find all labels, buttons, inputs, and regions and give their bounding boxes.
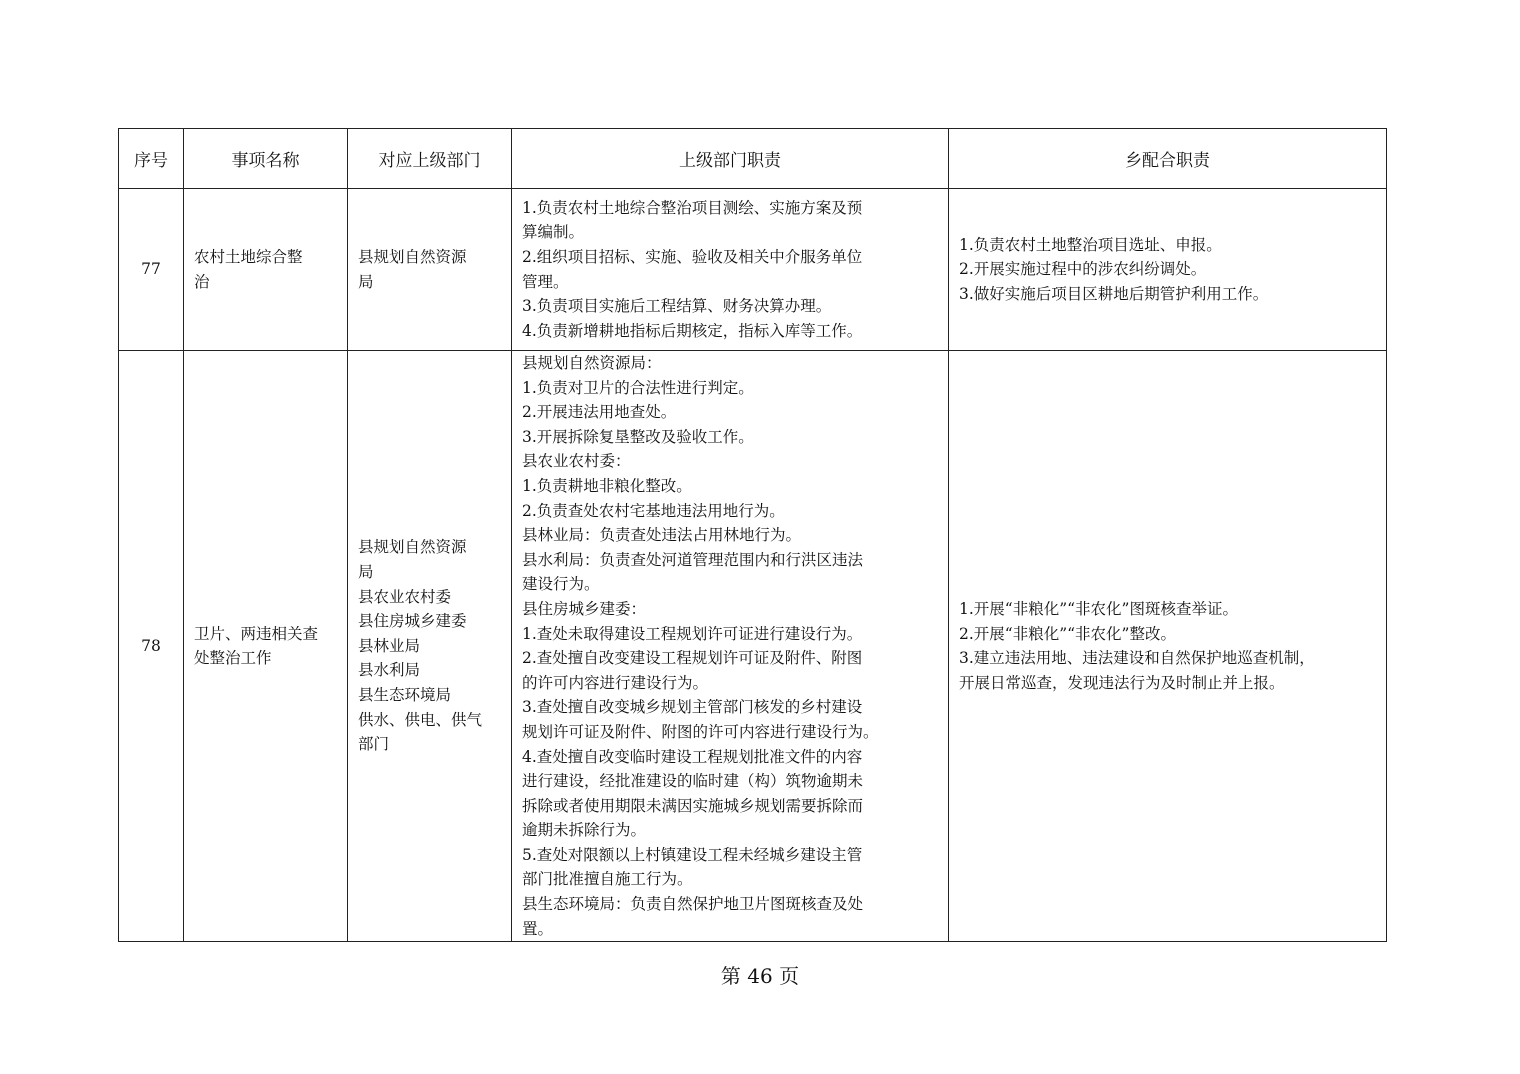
duty-line: 3.建立违法用地、违法建设和自然保护地巡查机制， bbox=[959, 649, 1315, 668]
duty-line: 1.开展“非粮化”“非农化”图斑核查举证。 bbox=[959, 599, 1238, 618]
duty-line: 2.开展违法用地查处。 bbox=[522, 403, 677, 422]
duties-table bbox=[118, 128, 1387, 942]
serial-number-cell: 77 bbox=[119, 189, 184, 351]
department-line: 县规划自然资源 bbox=[358, 538, 467, 557]
duty-line: 2.组织项目招标、实施、验收及相关中介服务单位 bbox=[522, 247, 863, 266]
item-name-line: 农村土地综合整 bbox=[194, 247, 303, 266]
duty-line: 县生态环境局：负责自然保护地卫片图斑核查及处 bbox=[522, 895, 864, 914]
duty-line: 3.负责项目实施后工程结算、财务决算办理。 bbox=[522, 297, 832, 316]
duty-line: 规划许可证及附件、附图的许可内容进行建设行为。 bbox=[522, 722, 879, 741]
duty-line: 2.负责查处农村宅基地违法用地行为。 bbox=[522, 501, 785, 520]
duty-line: 1.负责对卫片的合法性进行判定。 bbox=[522, 378, 754, 397]
header-township-duties: 乡配合职责 bbox=[949, 129, 1387, 189]
duty-line: 1.负责农村土地整治项目选址、申报。 bbox=[959, 235, 1222, 254]
duty-line: 3.做好实施后项目区耕地后期管护利用工作。 bbox=[959, 284, 1269, 303]
item-name-line: 卫片、两违相关查 bbox=[194, 624, 319, 643]
department-cell bbox=[348, 351, 512, 942]
duty-line: 拆除或者使用期限未满因实施城乡规划需要拆除而 bbox=[522, 796, 864, 815]
header-item-name: 事项名称 bbox=[184, 129, 348, 189]
duty-line: 进行建设，经批准建设的临时建（构）筑物逾期未 bbox=[522, 772, 864, 791]
table-header-row bbox=[119, 129, 1387, 189]
duty-line: 管理。 bbox=[522, 272, 569, 291]
duty-line: 县农业农村委： bbox=[522, 452, 631, 471]
duty-line: 4.负责新增耕地指标后期核定，指标入库等工作。 bbox=[522, 321, 863, 340]
duty-line: 1.查处未取得建设工程规划许可证进行建设行为。 bbox=[522, 624, 863, 643]
duty-line: 算编制。 bbox=[522, 223, 585, 242]
department-line: 县生态环境局 bbox=[358, 686, 452, 705]
superior-duties-cell bbox=[512, 189, 949, 351]
township-duties-cell bbox=[949, 189, 1387, 351]
duty-line: 2.开展实施过程中的涉农纠纷调处。 bbox=[959, 260, 1207, 279]
duty-line: 1.负责农村土地综合整治项目测绘、实施方案及预 bbox=[522, 198, 863, 217]
duty-line: 3.查处擅自改变城乡规划主管部门核发的乡村建设 bbox=[522, 698, 863, 717]
header-superior-department: 对应上级部门 bbox=[348, 129, 512, 189]
duty-line: 县林业局：负责查处违法占用林地行为。 bbox=[522, 526, 802, 545]
duty-line: 3.开展拆除复垦整改及验收工作。 bbox=[522, 427, 754, 446]
duty-line: 1.负责耕地非粮化整改。 bbox=[522, 476, 692, 495]
department-line: 县住房城乡建委 bbox=[358, 612, 467, 631]
item-name-cell bbox=[184, 351, 348, 942]
duty-line: 开展日常巡查，发现违法行为及时制止并上报。 bbox=[959, 673, 1285, 692]
duty-line: 的许可内容进行建设行为。 bbox=[522, 673, 709, 692]
duty-line: 2.查处擅自改变建设工程规划许可证及附件、附图 bbox=[522, 649, 863, 668]
department-line: 县林业局 bbox=[358, 636, 421, 655]
department-line: 供水、供电、供气 bbox=[358, 710, 483, 729]
duty-line: 2.开展“非粮化”“非农化”整改。 bbox=[959, 624, 1176, 643]
duty-line: 4.查处擅自改变临时建设工程规划批准文件的内容 bbox=[522, 747, 863, 766]
department-line: 县规划自然资源 bbox=[358, 247, 467, 266]
township-duties-cell bbox=[949, 351, 1387, 942]
department-line: 局 bbox=[358, 272, 374, 291]
duty-line: 县水利局：负责查处河道管理范围内和行洪区违法 bbox=[522, 550, 864, 569]
serial-number-cell: 78 bbox=[119, 351, 184, 942]
department-line: 部门 bbox=[358, 735, 390, 754]
duty-line: 置。 bbox=[522, 919, 554, 938]
department-line: 局 bbox=[358, 563, 374, 582]
item-name-line: 处整治工作 bbox=[194, 649, 272, 668]
item-name-cell bbox=[184, 189, 348, 351]
department-line: 县水利局 bbox=[358, 661, 421, 680]
duty-line: 逾期未拆除行为。 bbox=[522, 821, 647, 840]
table-row bbox=[119, 351, 1387, 942]
page-number: 第 46 页 bbox=[720, 964, 800, 988]
header-serial-number: 序号 bbox=[119, 129, 184, 189]
duty-line: 5.查处对限额以上村镇建设工程未经城乡建设主管 bbox=[522, 845, 863, 864]
department-cell bbox=[348, 189, 512, 351]
duty-line: 建设行为。 bbox=[522, 575, 600, 594]
duty-line: 县规划自然资源局： bbox=[522, 354, 662, 372]
department-line: 县农业农村委 bbox=[358, 587, 452, 606]
duty-line: 部门批准擅自施工行为。 bbox=[522, 870, 693, 889]
item-name-line: 治 bbox=[194, 272, 210, 291]
superior-duties-cell bbox=[512, 351, 949, 942]
header-superior-duties: 上级部门职责 bbox=[512, 129, 949, 189]
duty-line: 县住房城乡建委： bbox=[522, 599, 647, 618]
table-row bbox=[119, 189, 1387, 351]
